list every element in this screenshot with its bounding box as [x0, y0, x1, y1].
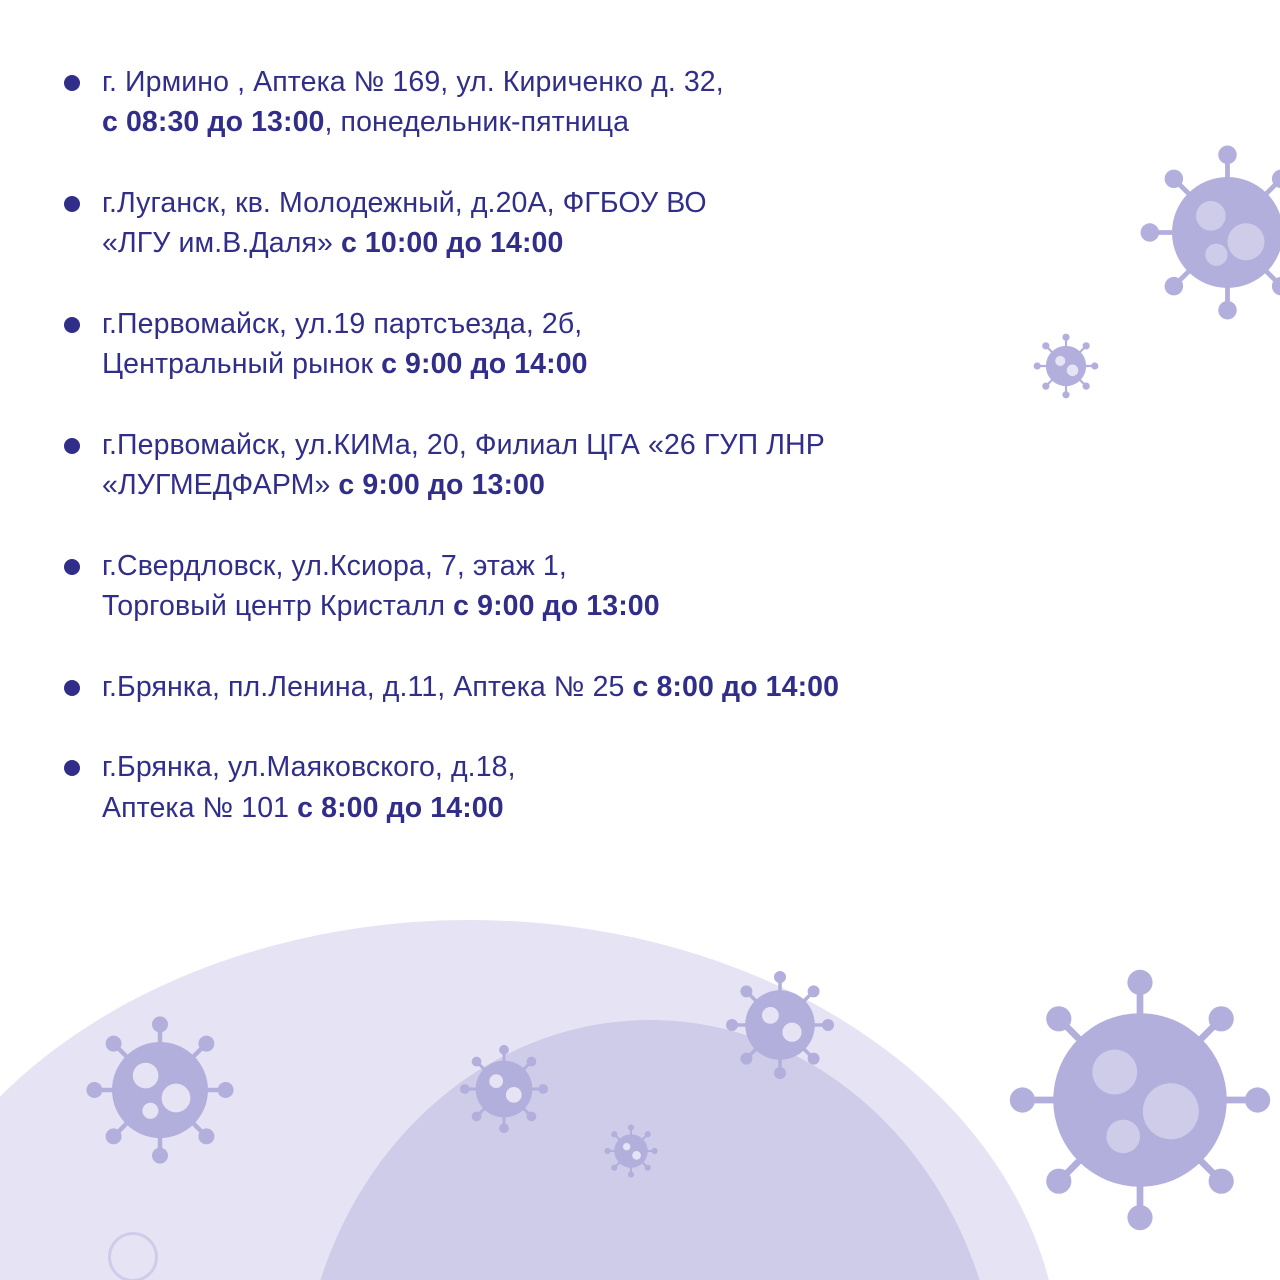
hill-shape-front	[300, 1020, 1000, 1280]
schedule-hours: с 10:00 до 14:00	[340, 227, 564, 260]
schedule-hours: с 9:00 до 14:00	[381, 348, 588, 381]
list-item-line	[102, 788, 1220, 828]
location-text: Торговый центр Кристалл	[102, 590, 454, 623]
bullet-icon	[64, 559, 80, 575]
location-text: , понедельник-пятница	[324, 106, 630, 139]
schedule-hours: с 9:00 до 13:00	[453, 590, 660, 623]
list-item-line	[102, 304, 1220, 344]
hill-shape-back	[0, 920, 1060, 1280]
location-text: г.Свердловск, ул.Ксиора, 7, этаж 1,	[102, 549, 567, 582]
list-item	[60, 183, 1220, 264]
bullet-icon	[64, 317, 80, 333]
list-item-line	[102, 667, 1220, 707]
list-item-line	[102, 747, 1220, 787]
location-text: г. Ирмино , Аптека № 169, ул. Кириченко д. 32,	[102, 66, 724, 98]
list-item-line	[102, 62, 1220, 102]
schedule-hours: с 9:00 до 13:00	[338, 469, 545, 502]
list-item	[60, 667, 1220, 707]
list-item	[60, 62, 1220, 143]
list-item	[60, 425, 1220, 506]
bullet-icon	[64, 680, 80, 696]
bullet-icon	[64, 760, 80, 776]
virus-icon-bottom-right-large	[1000, 960, 1280, 1240]
schedule-hours: с 08:30 до 13:00	[102, 106, 325, 139]
list-item-line	[102, 465, 1220, 505]
ring-bottom-left	[108, 1232, 158, 1280]
bullet-icon	[64, 438, 80, 454]
location-text: Аптека № 101	[102, 791, 298, 824]
list-item	[60, 747, 1220, 828]
virus-icon-bottom-mid-small	[455, 1040, 553, 1138]
ring-bottom-right	[865, 1160, 921, 1216]
location-text: г.Луганск, кв. Молодежный, д.20А, ФГБОУ ВО	[102, 186, 707, 219]
location-text: г.Брянка, ул.Маяковского, д.18,	[102, 751, 516, 784]
location-text: г.Брянка, пл.Ленина, д.11, Аптека № 25	[102, 670, 633, 703]
locations-list	[60, 62, 1220, 828]
bullet-icon	[64, 75, 80, 91]
virus-icon-bottom-tiny	[600, 1120, 662, 1182]
virus-icon-bottom-mid	[720, 965, 840, 1085]
list-item-line	[102, 102, 1220, 142]
location-text: «ЛГУ им.В.Даля»	[102, 227, 341, 260]
list-item-line	[102, 223, 1220, 263]
location-text: г.Первомайск, ул.КИМа, 20, Филиал ЦГА «26 ГУП ЛНР	[102, 428, 825, 461]
list-item-line	[102, 586, 1220, 626]
list-item	[60, 304, 1220, 385]
list-item-line	[102, 546, 1220, 586]
location-text: Центральный рынок	[102, 348, 382, 381]
location-text: «ЛУГМЕДФАРМ»	[102, 469, 339, 502]
schedule-hours: с 8:00 до 14:00	[297, 791, 504, 824]
virus-icon-bottom-left	[80, 1010, 240, 1170]
list-item	[60, 546, 1220, 627]
list-item-line	[102, 425, 1220, 465]
schedule-hours: с 8:00 до 14:00	[632, 670, 840, 703]
location-text: г.Первомайск, ул.19 партсъезда, 2б,	[102, 307, 583, 340]
list-item-line	[102, 344, 1220, 384]
bullet-icon	[64, 196, 80, 212]
list-item-line	[102, 183, 1220, 223]
